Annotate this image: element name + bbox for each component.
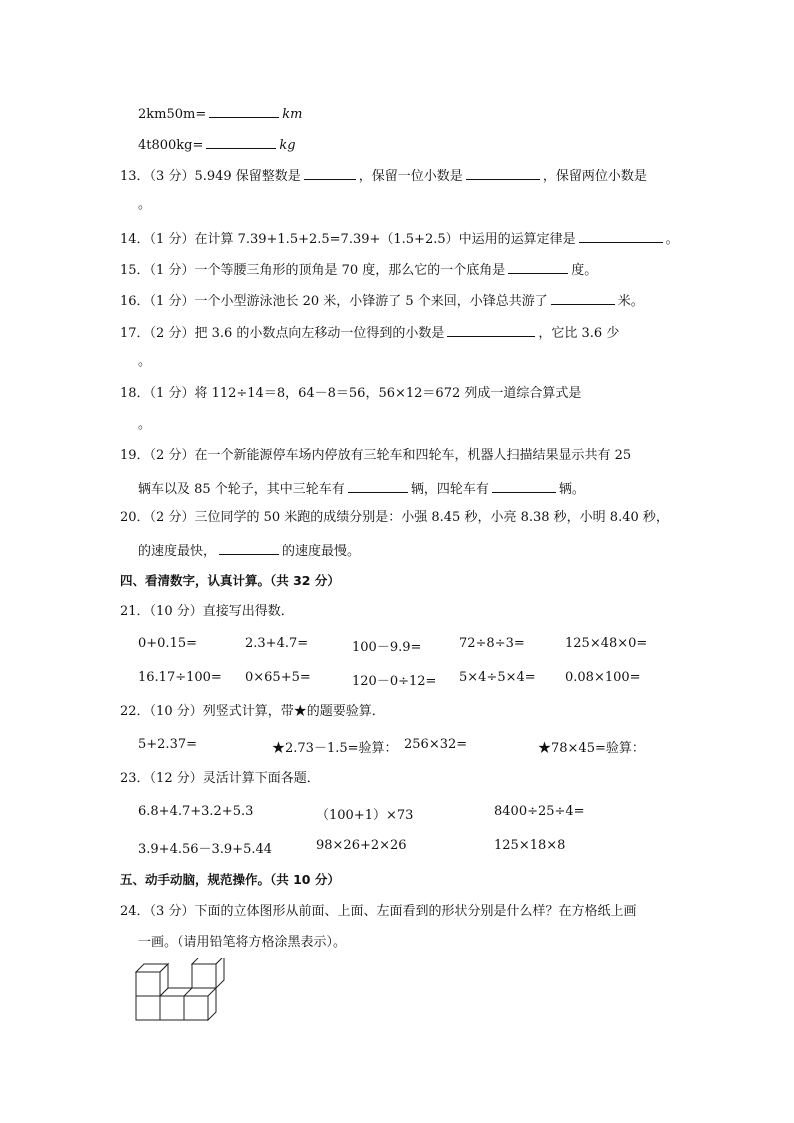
question-16-end: 米。 xyxy=(617,294,644,309)
question-24: 24．（3 分）下面的立体图形从前面、上面、左面看到的形状分别是什么样？在方格纸上画 xyxy=(120,904,637,919)
question-20: 20．（2 分）三位同学的 50 米跑的成绩分别是：小强 8.45 秒，小亮 8.38 秒，小明 8.40 秒， xyxy=(120,510,669,525)
cube-face xyxy=(160,996,184,1020)
answer-blank[interactable] xyxy=(206,134,276,149)
question-21-title: 21．（10 分）直接写出得数． xyxy=(120,604,294,619)
conversion-km-expr: 2km50m= xyxy=(138,107,207,122)
question-14-text: 14．（1 分）在计算 7.39+1.5+2.5=7.39+（1.5+2.5）中运用的运算定律是 xyxy=(120,232,576,247)
question-14 xyxy=(120,228,679,249)
cube-face xyxy=(184,996,208,1020)
answer-blank[interactable] xyxy=(551,290,615,305)
answer-blank[interactable] xyxy=(447,322,535,337)
calc-item: 8400÷25÷4= xyxy=(494,804,585,819)
cube-side xyxy=(216,958,224,988)
question-24-line2: 一画。（请用铅笔将方格涂黑表示）。 xyxy=(138,935,347,950)
calc-item: 98×26+2×26 xyxy=(316,838,407,853)
calc-item: 5×4÷5×4= xyxy=(459,670,536,685)
question-17-end: 。 xyxy=(138,354,152,369)
calc-item: 120－0÷12= xyxy=(352,674,437,689)
calc-item: 2.3+4.7= xyxy=(245,636,309,651)
answer-blank[interactable] xyxy=(209,103,279,118)
question-19-text-c: 辆，四轮车有 xyxy=(410,482,489,497)
calc-item: 100－9.9= xyxy=(352,640,422,655)
answer-blank[interactable] xyxy=(579,228,663,243)
calc-item: 72÷8÷3= xyxy=(459,636,525,651)
question-16 xyxy=(120,290,644,311)
question-15 xyxy=(120,259,597,280)
question-18-end: 。 xyxy=(138,417,152,432)
question-23-title: 23．（12 分）灵活计算下面各题． xyxy=(120,771,320,786)
section-4-heading: 四、看清数字，认真计算。（共 32 分） xyxy=(120,573,340,588)
unit-kg: kg xyxy=(279,138,296,153)
question-20-end: 的速度最慢。 xyxy=(282,544,361,559)
conversion-km xyxy=(138,103,302,124)
question-19-text-b: 辆车以及 85 个轮子，其中三轮车有 xyxy=(138,482,345,497)
question-13-end: 。 xyxy=(138,197,152,212)
calc-item: 256×32= xyxy=(404,737,468,752)
answer-blank[interactable] xyxy=(219,540,279,555)
calc-item: 125×18×8 xyxy=(494,838,566,853)
cube-face xyxy=(136,972,160,996)
question-19-line2 xyxy=(138,478,585,499)
calc-item: ★78×45=验算： xyxy=(538,741,645,756)
question-20-line2 xyxy=(138,540,360,561)
calc-item: 3.9+4.56－3.9+5.44 xyxy=(138,842,273,857)
cube-side xyxy=(208,988,216,1020)
answer-blank[interactable] xyxy=(304,165,356,180)
question-13-text: 13．（3 分）5.949 保留整数是 xyxy=(120,169,301,184)
answer-blank[interactable] xyxy=(348,478,408,493)
question-17 xyxy=(120,322,619,343)
conversion-kg-expr: 4t800kg= xyxy=(138,138,204,153)
calc-item: 5+2.37= xyxy=(138,737,198,752)
question-19-end: 辆。 xyxy=(558,482,585,497)
unit-km: km xyxy=(282,107,303,122)
question-20-text-b: 的速度最快， xyxy=(138,544,217,559)
answer-blank[interactable] xyxy=(508,259,568,274)
question-14-end: 。 xyxy=(665,232,679,247)
conversion-kg xyxy=(138,134,296,155)
question-18: 18．（1 分）将 112÷14＝8，64－8＝56，56×12＝672 列成一道综合算式是 xyxy=(120,386,582,401)
question-16-text: 16．（1 分）一个小型游泳池长 20 米，小锋游了 5 个来回，小锋总共游了 xyxy=(120,294,548,309)
cube-face xyxy=(192,964,216,988)
question-13 xyxy=(120,165,647,186)
calc-item: 6.8+4.7+3.2+5.3 xyxy=(138,804,254,819)
question-15-text: 15．（1 分）一个等腰三角形的顶角是 70 度，那么它的一个底角是 xyxy=(120,263,506,278)
question-22-title: 22．（10 分）列竖式计算，带★的题要验算． xyxy=(120,704,385,719)
calc-item: 0.08×100= xyxy=(565,670,641,685)
calc-item: 0×65+5= xyxy=(245,670,311,685)
question-13-text-b: ，保留一位小数是 xyxy=(358,169,463,184)
cube-stack-figure xyxy=(134,958,230,1024)
calc-item: 0+0.15= xyxy=(138,636,198,651)
question-17-text-b: ，它比 3.6 少 xyxy=(538,326,620,341)
answer-blank[interactable] xyxy=(466,165,540,180)
question-19: 19．（2 分）在一个新能源停车场内停放有三轮车和四轮车，机器人扫描结果显示共有 25 xyxy=(120,448,632,463)
question-13-text-c: ，保留两位小数是 xyxy=(542,169,647,184)
section-5-heading: 五、动手动脑，规范操作。（共 10 分） xyxy=(120,872,340,887)
calc-item: 125×48×0= xyxy=(565,636,648,651)
calc-item: 16.17÷100= xyxy=(138,670,222,685)
answer-blank[interactable] xyxy=(492,478,556,493)
question-15-end: 度。 xyxy=(571,263,598,278)
cube-face xyxy=(136,996,160,1020)
calc-item: ★2.73－1.5=验算： xyxy=(272,741,398,756)
calc-item: （100+1）×73 xyxy=(316,808,414,823)
question-17-text: 17．（2 分）把 3.6 的小数点向左移动一位得到的小数是 xyxy=(120,326,445,341)
